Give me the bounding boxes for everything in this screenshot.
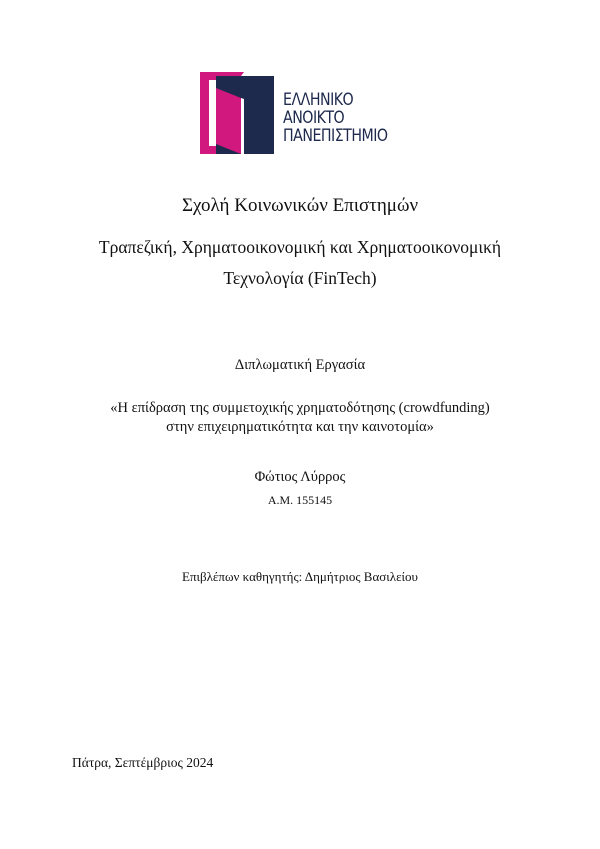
school-name: Σχολή Κοινωνικών Επιστημών: [181, 195, 419, 216]
thesis-title: [0, 399, 600, 437]
logo-line-2: ΑΝΟΙΚΤΟ: [283, 108, 345, 127]
university-logo: [200, 72, 400, 154]
logo-wordmark: [283, 91, 388, 145]
program-line-2: Τεχνολογία (FinTech): [223, 268, 377, 288]
logo-line-1: ΕΛΛΗΝΙΚΟ: [283, 90, 354, 109]
author-name: Φώτιος Λύρρος: [254, 469, 346, 485]
logo-line-3: ΠΑΝΕΠΙΣΤΗΜΙΟ: [283, 126, 388, 145]
program-line-1: Τραπεζική, Χρηματοοικονομική και Χρηματοοικονομική: [98, 237, 502, 257]
supervisor: Επιβλέπων καθηγητής: Δημήτριος Βασιλείου: [182, 569, 418, 584]
thesis-title-line-2: στην επιχειρηματικότητα και την καινοτομία»: [166, 419, 434, 435]
thesis-type: Διπλωματική Εργασία: [234, 357, 366, 373]
thesis-title-line-1: «Η επίδραση της συμμετοχικής χρηματοδότησης (crowdfunding): [110, 400, 490, 416]
open-university-emblem-icon: [200, 72, 282, 154]
student-id: Α.Μ. 155145: [267, 493, 333, 507]
place-date: Πάτρα, Σεπτέμβριος 2024: [72, 755, 214, 770]
